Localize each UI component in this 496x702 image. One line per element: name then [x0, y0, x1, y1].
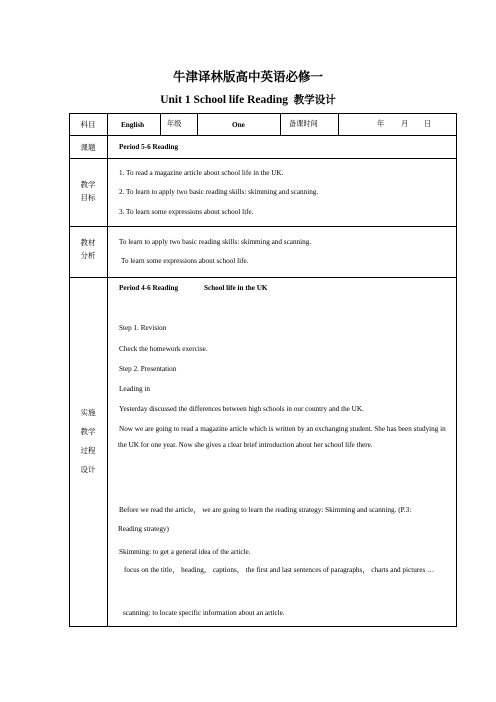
topic-value: Period 5-6 Reading: [119, 143, 179, 151]
analysis-label-line2: 分析: [80, 251, 96, 260]
leading-in: Leading in: [119, 385, 150, 393]
row-divider: [69, 226, 456, 227]
document-subtitle: [0, 92, 496, 107]
objectives-label-line1: 教学: [80, 180, 96, 189]
col-divider: [107, 113, 108, 626]
col-divider: [280, 113, 281, 135]
topic-label: 课题: [80, 143, 96, 152]
period-heading: Period 4-6 Reading: [119, 284, 179, 292]
paragraph-2: Now we are going to read a magazine article which is written by an exchanging student. She has been studying in the UK for one year. Now she gives a clear brief introduction about her school life there.: [118, 425, 446, 449]
objective-item: 3. To learn some expressions about school life.: [119, 208, 254, 216]
objectives-label-line2: 目标: [80, 193, 96, 202]
prep-time-label: 备课时间: [289, 119, 318, 128]
period-topic: School life in the UK: [204, 284, 268, 292]
skimming-focus: focus on the title， heading， captions， the first and last sentences of paragraphs， charts and pictures …: [124, 566, 435, 574]
objective-item: 1. To read a magazine article about school life in the UK.: [119, 169, 284, 177]
scanning-definition: scanning: to locate specific information about an article.: [123, 609, 285, 617]
grade-value: One: [232, 121, 245, 129]
month-label: 月: [401, 119, 409, 128]
row-divider: [69, 135, 456, 136]
col-divider: [338, 113, 339, 135]
grade-label: 年级: [167, 119, 182, 128]
row-divider: [69, 158, 456, 159]
objectives-label: [69, 178, 107, 204]
process-label-line4: 设计: [80, 465, 96, 474]
step1-heading: Step 1. Revision: [119, 324, 167, 332]
col-divider: [160, 113, 161, 135]
analysis-item: To learn some expressions about school life.: [121, 257, 249, 265]
step2-heading: Step 2. Presentation: [119, 365, 177, 373]
subtitle-en: Unit 1 School life Reading: [160, 94, 289, 106]
process-label-line1: 实施: [80, 408, 96, 417]
analysis-item: To learn to apply two basic reading skills: skimming and scanning.: [119, 238, 312, 246]
year-label: 年: [377, 119, 385, 128]
process-label-line3: 过程: [80, 446, 96, 455]
subject-value: English: [121, 121, 145, 129]
document-title: 牛津译林版高中英语必修一: [172, 69, 323, 84]
process-label-line2: 教学: [80, 427, 96, 436]
paragraph-1: Yesterday discussed the differences between high schools in our country and the UK.: [119, 405, 364, 413]
process-label: [69, 403, 107, 479]
skimming-definition: Skimming: to get a general idea of the article.: [119, 548, 251, 556]
objective-item: 2. To learn to apply two basic reading skills: skimming and scanning.: [119, 188, 319, 196]
analysis-label-line1: 教材: [80, 238, 96, 247]
day-label: 日: [424, 119, 432, 128]
paragraph-3: Before we read the article， we are going to learn the reading strategy: Skimming and scanning. (P.3: Reading strategy): [118, 506, 412, 533]
row-divider: [69, 277, 456, 278]
analysis-label: [69, 236, 107, 262]
step1-text: Check the homework exercise.: [119, 345, 208, 353]
subtitle-cn: 教学设计: [293, 94, 336, 106]
col-divider: [197, 113, 198, 135]
subject-label: 科目: [80, 120, 96, 129]
